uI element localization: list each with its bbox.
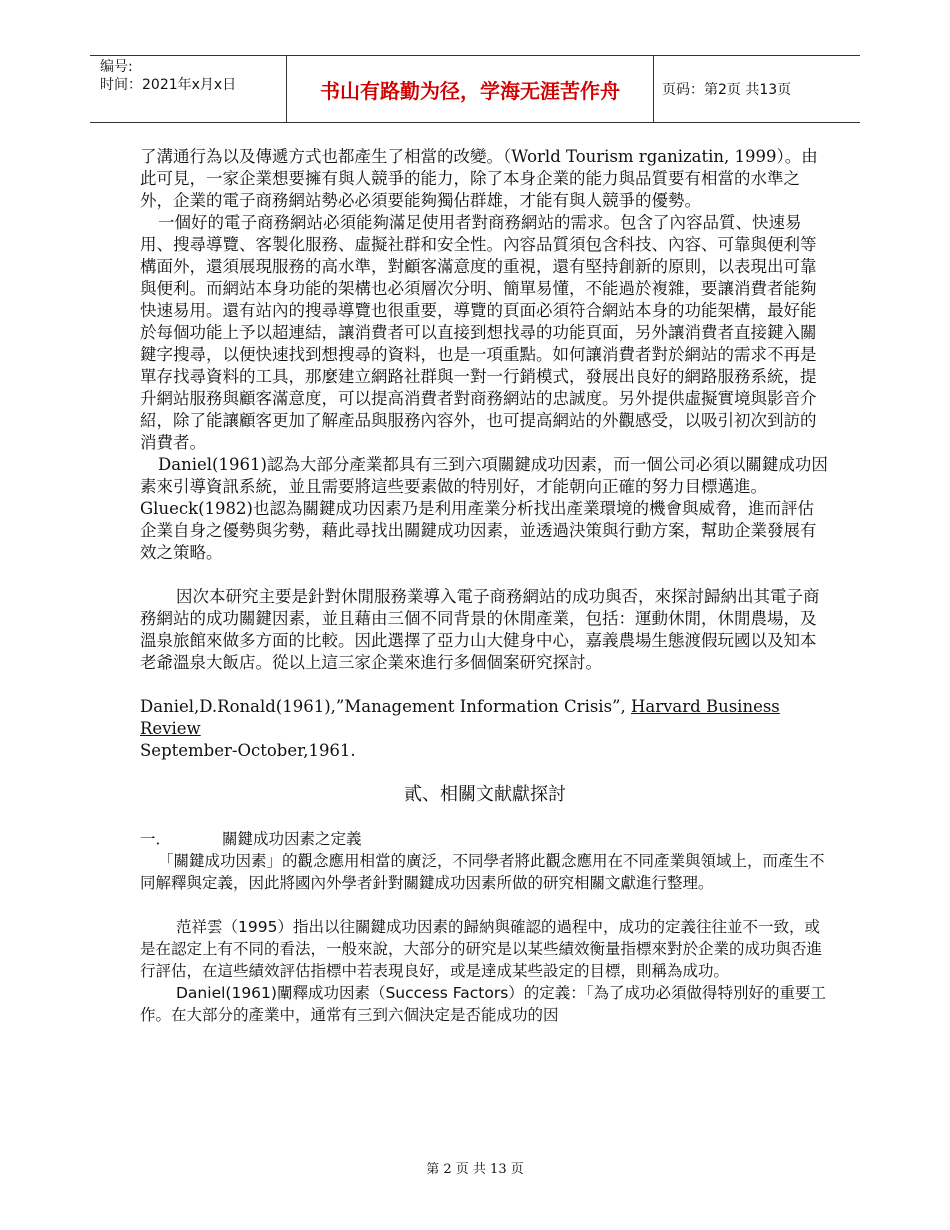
section-title: 貳、相關文献獻探討 bbox=[404, 784, 566, 805]
paragraph: 范祥雲（1995）指出以往關鍵成功因素的歸納與確認的過程中，成功的定義往往並不一致，或是在認定上有不同的看法，一般來說，大部分的研究是以某些績效衡量指標來對於企業的成功與否進行評估，在這些績效評估指標中若表現良好，或是達成某些設定的目標，則稱為成功。 bbox=[140, 918, 823, 980]
subsection-number: 一． bbox=[140, 830, 172, 848]
header-page-info: 页码：第2页 共13页 bbox=[662, 82, 792, 98]
reference-authors: Daniel,D.Ronald(1961),”Management Information Crisis”, bbox=[140, 697, 631, 716]
document-body bbox=[140, 146, 830, 1026]
reference bbox=[140, 696, 830, 762]
time-text: 时间：2021年x月x日 bbox=[100, 77, 237, 93]
serial-label: 编号: bbox=[100, 59, 133, 75]
page-header bbox=[90, 55, 860, 123]
paragraph: Daniel(1961)認為大部分產業都具有三到六項關鍵成功因素，而一個公司必須以關鍵成功因素來引導資訊系統，並且需要將這些要素做的特別好，才能朝向正確的努力目標邁進。Glueck(1982)也認為關鍵成功因素乃是利用產業分析找出產業環境的機會與威脅，進而評估企業自身之優勢與劣勢，藉此尋找出關鍵成功因素，並透過決策與行動方案，幫助企業發展有效之策略。 bbox=[140, 455, 828, 562]
header-motto: 书山有路勤为径，学海无涯苦作舟 bbox=[286, 56, 654, 122]
paragraph: Daniel(1961)闡釋成功因素（Success Factors）的定義：「為了成功必須做得特別好的重要工作。在大部分的產業中，通常有三到六個決定是否能成功的因 bbox=[140, 984, 827, 1024]
header-meta bbox=[90, 56, 286, 122]
paragraph: 因次本研究主要是針對休閒服務業導入電子商務網站的成功與否，來探討歸納出其電子商務網站的成功關鍵因素，並且藉由三個不同背景的休閒產業，包括：運動休閒，休閒農場，及溫泉旅館來做多方面的比較。因此選擇了亞力山大健身中心，嘉義農場生態渡假玩國以及知本老爺溫泉大飯店。從以上這三家企業來進行多個個案研究探討。 bbox=[140, 587, 820, 672]
paragraph: 「關鍵成功因素」的觀念應用相當的廣泛，不同學者將此觀念應用在不同產業與領域上，而產生不同解釋與定義，因此將國內外學者針對關鍵成功因素所做的研究相關文獻進行整理。 bbox=[140, 852, 825, 892]
paragraph: 了溝通行為以及傳遞方式也都產生了相當的改變。（World Tourism rganizatin, 1999）。由此可見，一家企業想要擁有與人競爭的能力，除了本身企業的能力與品質要有相當的水準之外，企業的電子商務網站勢必必須要能夠獨佔群雄，才能有與人競爭的優勢。 bbox=[140, 147, 818, 210]
page-footer: 第 2 页 共 13 页 bbox=[426, 1162, 524, 1177]
subsection-heading bbox=[140, 828, 830, 850]
paragraph: 一個好的電子商務網站必須能夠滿足使用者對商務網站的需求。包含了內容品質、快速易用、搜尋導覽、客製化服務、虛擬社群和安全性。內容品質須包含科技、內容、可靠與便利等構面外，還須展現服務的高水準，對顧客滿意度的重視，還有堅持創新的原則，以表現出可靠與便利。而網站本身功能的架構也必須層次分明、簡單易懂，不能過於複雜，要讓消費者能夠快速易用。還有站內的搜尋導覽也很重要，導覽的頁面必須符合網站本身的功能架構，最好能於每個功能上予以超連結，讓消費者可以直接到想找尋的功能頁面，另外讓消費者直接鍵入關鍵字搜尋，以便快速找到想搜尋的資料，也是一項重點。如何讓消費者對於網站的需求不再是單存找尋資料的工具，那麼建立網路社群與一對一行銷模式，發展出良好的網路服務系統，提升網站服務與顧客滿意度，可以提高消費者對商務網站的忠誠度。另外提供虛擬實境與影音介紹，除了能讓顧客更加了解產品與服務內容外，也可提高網站的外觀感受，以吸引初次到訪的消費者。 bbox=[140, 213, 817, 452]
reference-date: September-October,1961. bbox=[140, 741, 356, 760]
subsection-title: 關鍵成功因素之定義 bbox=[222, 830, 362, 848]
reference-journal: Harvard Business Review bbox=[140, 697, 780, 738]
